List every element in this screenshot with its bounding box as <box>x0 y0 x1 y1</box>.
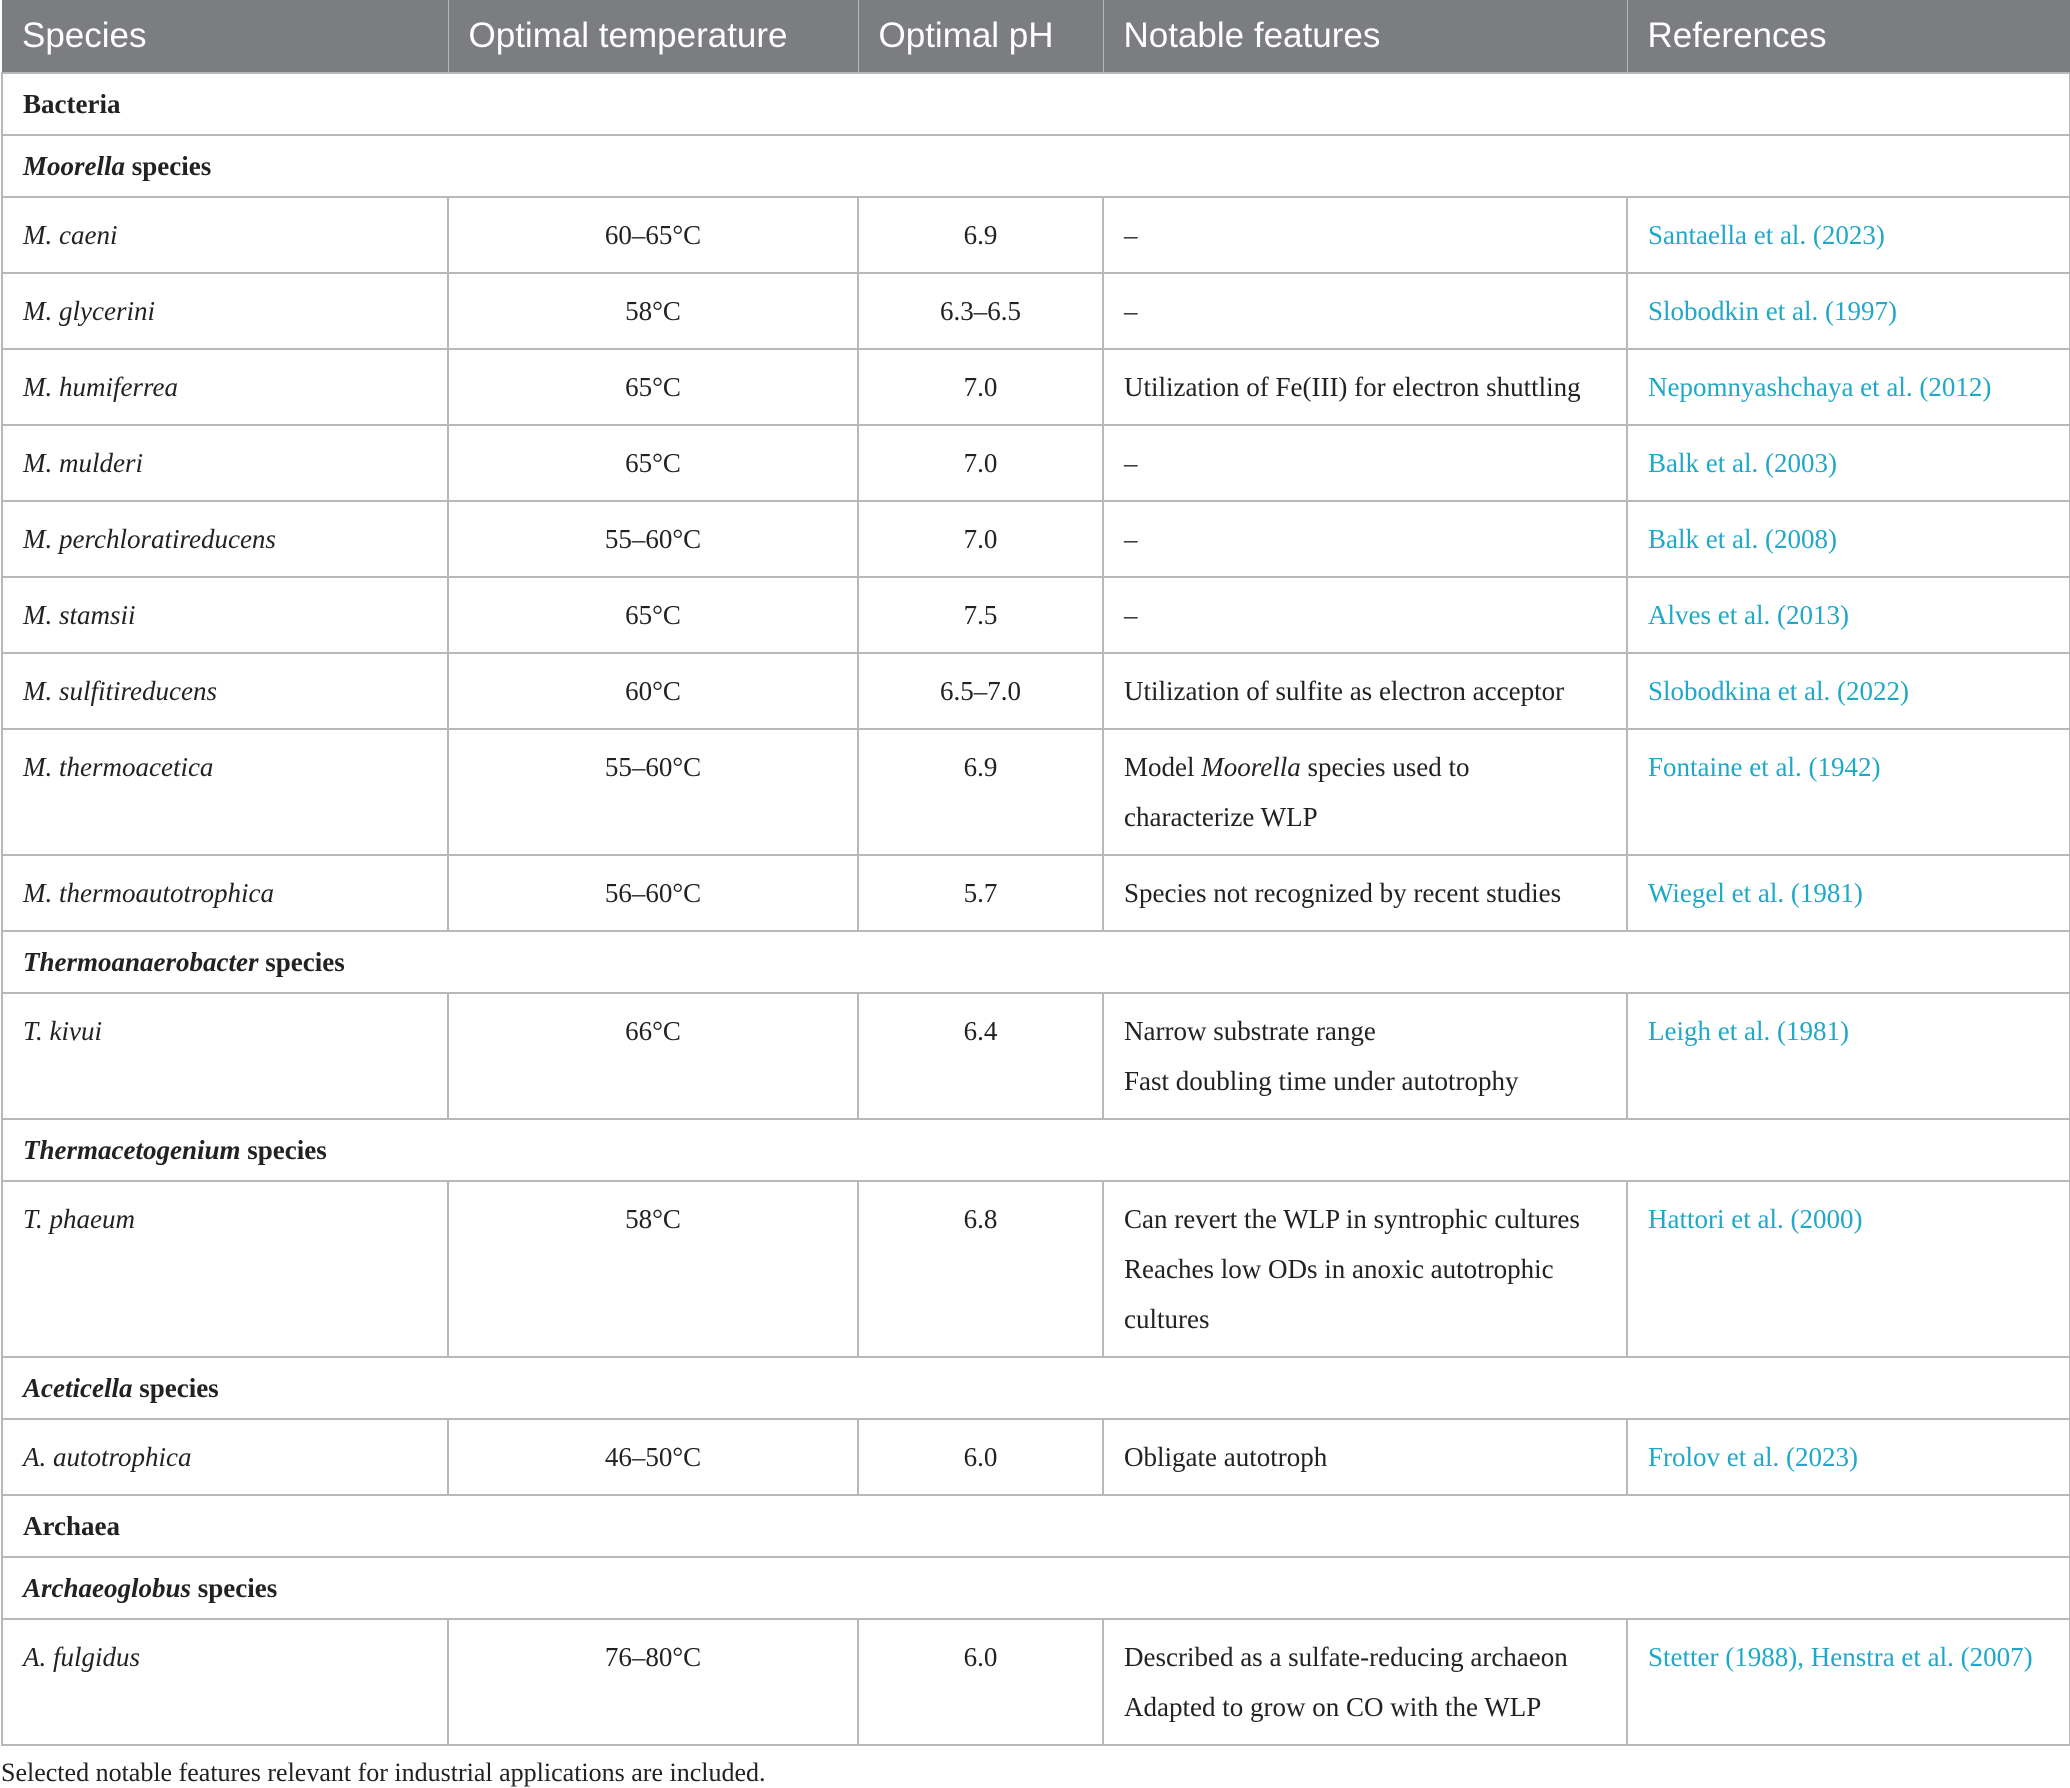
section-row <box>2 1119 2070 1181</box>
table-row <box>2 729 2070 855</box>
optimal-ph: 7.0 <box>858 501 1103 577</box>
header-optimal-ph: Optimal pH <box>858 0 1103 73</box>
reference-link[interactable]: Wiegel et al. (1981) <box>1627 855 2070 931</box>
table-row <box>2 1181 2070 1357</box>
optimal-temperature: 60°C <box>448 653 858 729</box>
notable-features: Model Moorella species used to characterize WLP <box>1103 729 1627 855</box>
species-name: A. autotrophica <box>2 1419 448 1495</box>
table-row <box>2 425 2070 501</box>
table-row <box>2 1419 2070 1495</box>
table-row <box>2 855 2070 931</box>
species-name: M. glycerini <box>2 273 448 349</box>
section-row <box>2 135 2070 197</box>
optimal-temperature: 58°C <box>448 273 858 349</box>
notable-features: Narrow substrate range Fast doubling time under autotrophy <box>1103 993 1627 1119</box>
notable-features: – <box>1103 501 1627 577</box>
reference-link[interactable]: Leigh et al. (1981) <box>1627 993 2070 1119</box>
optimal-ph: 7.0 <box>858 425 1103 501</box>
reference-link[interactable]: Frolov et al. (2023) <box>1627 1419 2070 1495</box>
notable-features: Utilization of Fe(III) for electron shuttling <box>1103 349 1627 425</box>
table-row <box>2 349 2070 425</box>
optimal-ph: 7.5 <box>858 577 1103 653</box>
optimal-temperature: 58°C <box>448 1181 858 1357</box>
species-name: M. thermoacetica <box>2 729 448 855</box>
species-name: T. phaeum <box>2 1181 448 1357</box>
optimal-ph: 6.8 <box>858 1181 1103 1357</box>
reference-link[interactable]: Hattori et al. (2000) <box>1627 1181 2070 1357</box>
section-label: Bacteria <box>2 73 2070 135</box>
table-row <box>2 197 2070 273</box>
notable-features: – <box>1103 273 1627 349</box>
notable-features: Described as a sulfate-reducing archaeon Adapted to grow on CO with the WLP <box>1103 1619 1627 1745</box>
optimal-temperature: 46–50°C <box>448 1419 858 1495</box>
species-name: M. mulderi <box>2 425 448 501</box>
section-label: Aceticella species <box>2 1357 2070 1419</box>
optimal-ph: 6.3–6.5 <box>858 273 1103 349</box>
optimal-temperature: 66°C <box>448 993 858 1119</box>
section-row <box>2 931 2070 993</box>
section-row <box>2 1357 2070 1419</box>
reference-link[interactable]: Fontaine et al. (1942) <box>1627 729 2070 855</box>
notable-features: Can revert the WLP in syntrophic cultures Reaches low ODs in anoxic autotrophic cultures <box>1103 1181 1627 1357</box>
optimal-ph: 6.0 <box>858 1619 1103 1745</box>
header-optimal-temperature: Optimal temperature <box>448 0 858 73</box>
species-name: M. caeni <box>2 197 448 273</box>
species-name: T. kivui <box>2 993 448 1119</box>
table-footnote: Selected notable features relevant for industrial applications are included. <box>1 1758 766 1787</box>
section-row <box>2 1557 2070 1619</box>
optimal-ph: 5.7 <box>858 855 1103 931</box>
section-label: Thermoanaerobacter species <box>2 931 2070 993</box>
header-notable-features: Notable features <box>1103 0 1627 73</box>
table-row <box>2 1619 2070 1745</box>
section-label: Moorella species <box>2 135 2070 197</box>
species-name: M. perchloratireducens <box>2 501 448 577</box>
optimal-temperature: 55–60°C <box>448 729 858 855</box>
table-row <box>2 501 2070 577</box>
notable-features: – <box>1103 425 1627 501</box>
optimal-temperature: 65°C <box>448 425 858 501</box>
reference-link[interactable]: Balk et al. (2008) <box>1627 501 2070 577</box>
optimal-temperature: 60–65°C <box>448 197 858 273</box>
section-label: Archaeoglobus species <box>2 1557 2070 1619</box>
optimal-temperature: 65°C <box>448 349 858 425</box>
notable-features: Utilization of sulfite as electron acceptor <box>1103 653 1627 729</box>
header-row <box>2 0 2070 73</box>
table-row <box>2 993 2070 1119</box>
header-species: Species <box>2 0 448 73</box>
optimal-ph: 6.0 <box>858 1419 1103 1495</box>
section-label: Thermacetogenium species <box>2 1119 2070 1181</box>
notable-features: – <box>1103 577 1627 653</box>
reference-link[interactable]: Slobodkin et al. (1997) <box>1627 273 2070 349</box>
table-row <box>2 273 2070 349</box>
species-name: M. humiferrea <box>2 349 448 425</box>
section-label: Archaea <box>2 1495 2070 1557</box>
header-references: References <box>1627 0 2070 73</box>
optimal-ph: 7.0 <box>858 349 1103 425</box>
reference-link[interactable]: Balk et al. (2003) <box>1627 425 2070 501</box>
species-name: M. thermoautotrophica <box>2 855 448 931</box>
optimal-temperature: 55–60°C <box>448 501 858 577</box>
optimal-ph: 6.4 <box>858 993 1103 1119</box>
table-row <box>2 577 2070 653</box>
optimal-temperature: 56–60°C <box>448 855 858 931</box>
reference-link[interactable]: Alves et al. (2013) <box>1627 577 2070 653</box>
section-row <box>2 73 2070 135</box>
reference-link[interactable]: Santaella et al. (2023) <box>1627 197 2070 273</box>
species-name: M. sulfitireducens <box>2 653 448 729</box>
notable-features: Obligate autotroph <box>1103 1419 1627 1495</box>
table-row <box>2 653 2070 729</box>
reference-link[interactable]: Slobodkina et al. (2022) <box>1627 653 2070 729</box>
species-table <box>1 0 2070 1746</box>
optimal-temperature: 65°C <box>448 577 858 653</box>
optimal-ph: 6.9 <box>858 729 1103 855</box>
optimal-ph: 6.5–7.0 <box>858 653 1103 729</box>
species-name: M. stamsii <box>2 577 448 653</box>
reference-link[interactable]: Nepomnyashchaya et al. (2012) <box>1627 349 2070 425</box>
optimal-temperature: 76–80°C <box>448 1619 858 1745</box>
section-row <box>2 1495 2070 1557</box>
optimal-ph: 6.9 <box>858 197 1103 273</box>
reference-link[interactable]: Stetter (1988), Henstra et al. (2007) <box>1627 1619 2070 1745</box>
notable-features: Species not recognized by recent studies <box>1103 855 1627 931</box>
notable-features: – <box>1103 197 1627 273</box>
species-name: A. fulgidus <box>2 1619 448 1745</box>
